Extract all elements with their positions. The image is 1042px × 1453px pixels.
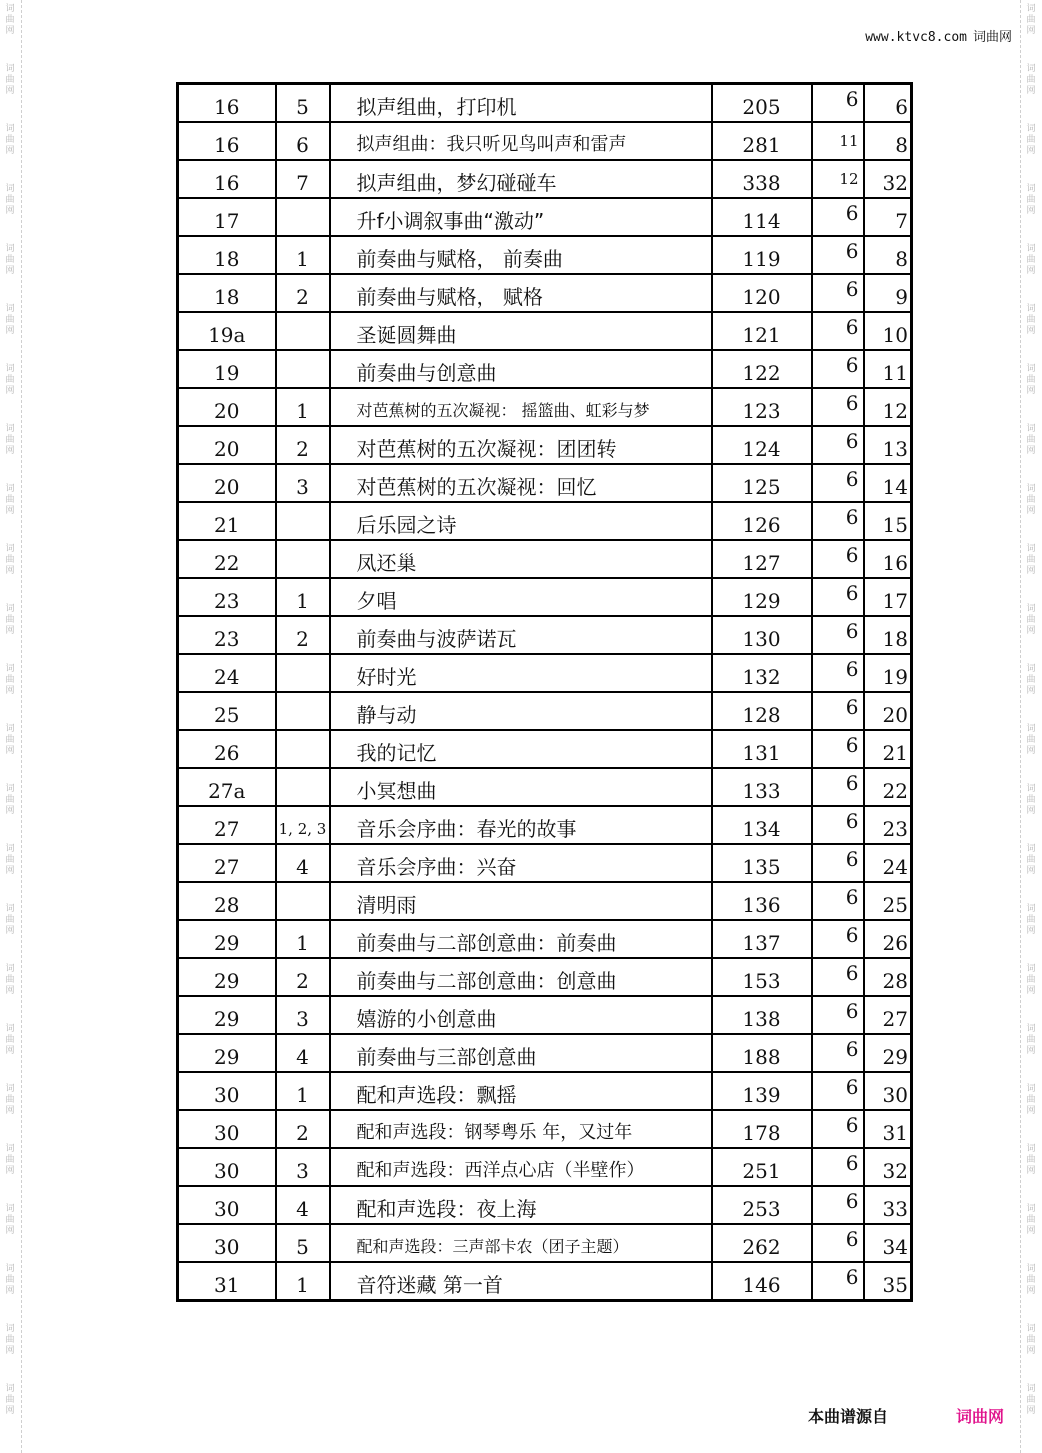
page-count: 6	[812, 768, 864, 806]
watermark-text: 词曲网	[1026, 1144, 1036, 1176]
page-count: 6	[812, 1110, 864, 1148]
movement-number: 2	[276, 274, 330, 312]
opus-number: 29	[178, 1034, 276, 1072]
opus-number: 27	[178, 806, 276, 844]
piece-title: 凤还巢	[330, 540, 712, 578]
table-row	[178, 274, 912, 312]
page-count: 6	[812, 844, 864, 882]
movement-number: 1	[276, 578, 330, 616]
catalog-number: 125	[712, 464, 812, 502]
page-count: 6	[812, 996, 864, 1034]
index-number: 32	[864, 160, 912, 198]
opus-number: 30	[178, 1148, 276, 1186]
watermark-text: 词曲网	[5, 1264, 15, 1296]
watermark-text: 词曲网	[1026, 184, 1036, 216]
index-number: 19	[864, 654, 912, 692]
watermark-text: 词曲网	[5, 4, 15, 36]
page-count: 6	[812, 236, 864, 274]
movement-number: 1	[276, 1072, 330, 1110]
watermark-text: 词曲网	[5, 484, 15, 516]
watermark-text: 词曲网	[1026, 844, 1036, 876]
page-count: 6	[812, 958, 864, 996]
movement-number: 2	[276, 616, 330, 654]
index-number: 22	[864, 768, 912, 806]
index-number: 11	[864, 350, 912, 388]
table-row	[178, 1262, 912, 1301]
opus-number: 16	[178, 84, 276, 123]
piece-title: 对芭蕉树的五次凝视：回忆	[330, 464, 712, 502]
watermark-text: 词曲网	[1026, 1204, 1036, 1236]
catalog-number: 138	[712, 996, 812, 1034]
catalog-number: 114	[712, 198, 812, 236]
watermark-text: 词曲网	[1026, 4, 1036, 36]
catalog-number: 135	[712, 844, 812, 882]
index-number: 32	[864, 1148, 912, 1186]
movement-number: 1	[276, 236, 330, 274]
movement-number: 1	[276, 388, 330, 426]
movement-number: 1	[276, 1262, 330, 1301]
source-label: 本曲谱源自	[808, 1407, 889, 1426]
index-number: 6	[864, 84, 912, 123]
page-count: 6	[812, 1262, 864, 1301]
piece-title: 前奏曲与赋格， 前奏曲	[330, 236, 712, 274]
watermark-text: 词曲网	[5, 724, 15, 756]
table-row	[178, 996, 912, 1034]
movement-number	[276, 198, 330, 236]
watermark-text: 词曲网	[5, 604, 15, 636]
movement-number: 2	[276, 426, 330, 464]
index-number: 27	[864, 996, 912, 1034]
index-number: 26	[864, 920, 912, 958]
catalog-number: 122	[712, 350, 812, 388]
index-number: 7	[864, 198, 912, 236]
brand-link[interactable]: 词曲网	[956, 1407, 1005, 1426]
watermark-text: 词曲网	[5, 1204, 15, 1236]
movement-number: 3	[276, 996, 330, 1034]
opus-number: 26	[178, 730, 276, 768]
watermark-text: 词曲网	[1026, 724, 1036, 756]
index-number: 16	[864, 540, 912, 578]
page-count: 6	[812, 388, 864, 426]
catalog-number: 132	[712, 654, 812, 692]
page-count: 6	[812, 312, 864, 350]
movement-number	[276, 540, 330, 578]
page-count: 6	[812, 654, 864, 692]
page-count: 6	[812, 882, 864, 920]
page-count: 6	[812, 198, 864, 236]
table-row	[178, 160, 912, 198]
watermark-text: 词曲网	[5, 1024, 15, 1056]
catalog-number: 262	[712, 1224, 812, 1262]
watermark-text: 词曲网	[1026, 1264, 1036, 1296]
watermark-text: 词曲网	[5, 1384, 15, 1416]
table-row	[178, 1072, 912, 1110]
table-row	[178, 616, 912, 654]
watermark-text: 词曲网	[1026, 784, 1036, 816]
index-number: 9	[864, 274, 912, 312]
watermark-text: 词曲网	[5, 124, 15, 156]
movement-number	[276, 882, 330, 920]
watermark-text: 词曲网	[1026, 1024, 1036, 1056]
watermark-text: 词曲网	[5, 304, 15, 336]
catalog-number: 281	[712, 122, 812, 160]
watermark-text: 词曲网	[5, 1084, 15, 1116]
index-number: 34	[864, 1224, 912, 1262]
table-row	[178, 502, 912, 540]
table-row	[178, 1224, 912, 1262]
catalog-number: 338	[712, 160, 812, 198]
site-url[interactable]: www.ktvc8.com	[865, 30, 967, 45]
watermark-text: 词曲网	[1026, 1324, 1036, 1356]
index-number: 10	[864, 312, 912, 350]
page-count: 6	[812, 1034, 864, 1072]
index-number: 21	[864, 730, 912, 768]
index-number: 24	[864, 844, 912, 882]
opus-number: 22	[178, 540, 276, 578]
watermark-text: 词曲网	[5, 904, 15, 936]
catalog-number: 127	[712, 540, 812, 578]
movement-number	[276, 768, 330, 806]
movement-number	[276, 692, 330, 730]
piece-title: 音符迷藏 第一首	[330, 1262, 712, 1301]
opus-number: 30	[178, 1072, 276, 1110]
catalog-number: 124	[712, 426, 812, 464]
watermark-text: 词曲网	[5, 244, 15, 276]
page-count: 6	[812, 616, 864, 654]
table-row	[178, 578, 912, 616]
catalog-number: 253	[712, 1186, 812, 1224]
catalog-number: 120	[712, 274, 812, 312]
page-count: 6	[812, 692, 864, 730]
opus-number: 30	[178, 1186, 276, 1224]
index-number: 31	[864, 1110, 912, 1148]
watermark-text: 词曲网	[1026, 904, 1036, 936]
piece-title: 前奏曲与创意曲	[330, 350, 712, 388]
watermark-text: 词曲网	[1026, 1384, 1036, 1416]
opus-number: 19a	[178, 312, 276, 350]
opus-number: 27	[178, 844, 276, 882]
page-count: 6	[812, 84, 864, 123]
piece-title: 拟声组曲，梦幻碰碰车	[330, 160, 712, 198]
index-number: 8	[864, 122, 912, 160]
piece-title: 配和声选段：钢琴粤乐 年，又过年	[330, 1110, 712, 1148]
piece-title: 配和声选段：飘摇	[330, 1072, 712, 1110]
index-number: 14	[864, 464, 912, 502]
opus-number: 30	[178, 1224, 276, 1262]
index-number: 8	[864, 236, 912, 274]
watermark-text: 词曲网	[1026, 304, 1036, 336]
site-header	[865, 26, 1012, 45]
piece-title: 嬉游的小创意曲	[330, 996, 712, 1034]
watermark-text: 词曲网	[5, 64, 15, 96]
opus-number: 29	[178, 996, 276, 1034]
catalog-number: 146	[712, 1262, 812, 1301]
table-row	[178, 464, 912, 502]
opus-number: 18	[178, 274, 276, 312]
movement-number	[276, 730, 330, 768]
piece-title: 对芭蕉树的五次凝视：团团转	[330, 426, 712, 464]
piece-title: 对芭蕉树的五次凝视： 摇篮曲、虹彩与梦	[330, 388, 712, 426]
page-count: 12	[812, 160, 864, 198]
opus-number: 24	[178, 654, 276, 692]
movement-number: 2	[276, 1110, 330, 1148]
opus-number: 23	[178, 616, 276, 654]
catalog-number: 128	[712, 692, 812, 730]
table-row	[178, 388, 912, 426]
movement-number: 4	[276, 844, 330, 882]
index-number: 12	[864, 388, 912, 426]
table-row	[178, 958, 912, 996]
table-row	[178, 768, 912, 806]
opus-number: 29	[178, 920, 276, 958]
page-count: 6	[812, 1186, 864, 1224]
opus-number: 27a	[178, 768, 276, 806]
movement-number: 4	[276, 1034, 330, 1072]
index-number: 35	[864, 1262, 912, 1301]
watermark-text: 词曲网	[5, 1144, 15, 1176]
opus-number: 16	[178, 160, 276, 198]
index-number: 33	[864, 1186, 912, 1224]
page-count: 6	[812, 540, 864, 578]
table-row	[178, 540, 912, 578]
watermark-text: 词曲网	[5, 364, 15, 396]
page-count: 6	[812, 502, 864, 540]
catalog-number: 188	[712, 1034, 812, 1072]
index-number: 29	[864, 1034, 912, 1072]
catalog-number: 136	[712, 882, 812, 920]
piece-title: 圣诞圆舞曲	[330, 312, 712, 350]
page-count: 6	[812, 920, 864, 958]
watermark-text: 词曲网	[1026, 124, 1036, 156]
piece-title: 配和声选段：夜上海	[330, 1186, 712, 1224]
piece-title: 前奏曲与赋格， 赋格	[330, 274, 712, 312]
opus-number: 20	[178, 388, 276, 426]
index-number: 17	[864, 578, 912, 616]
catalog-number: 123	[712, 388, 812, 426]
catalog-number: 134	[712, 806, 812, 844]
piece-title: 前奏曲与三部创意曲	[330, 1034, 712, 1072]
movement-number: 5	[276, 84, 330, 123]
watermark-text: 词曲网	[1026, 1084, 1036, 1116]
piece-title: 音乐会序曲：兴奋	[330, 844, 712, 882]
watermark-text: 词曲网	[1026, 964, 1036, 996]
movement-number: 5	[276, 1224, 330, 1262]
watermark-text: 词曲网	[1026, 244, 1036, 276]
piece-title: 清明雨	[330, 882, 712, 920]
table-row	[178, 426, 912, 464]
piece-title: 音乐会序曲：春光的故事	[330, 806, 712, 844]
page-count: 6	[812, 1072, 864, 1110]
table-row	[178, 1110, 912, 1148]
catalog-number: 131	[712, 730, 812, 768]
watermark-text: 词曲网	[5, 784, 15, 816]
opus-number: 28	[178, 882, 276, 920]
table-row	[178, 312, 912, 350]
catalog-number: 126	[712, 502, 812, 540]
index-number: 15	[864, 502, 912, 540]
right-watermark-strip	[1020, 0, 1042, 1453]
piece-title: 拟声组曲：我只听见鸟叫声和雷声	[330, 122, 712, 160]
movement-number	[276, 350, 330, 388]
piece-title: 静与动	[330, 692, 712, 730]
page-count: 6	[812, 350, 864, 388]
index-number: 30	[864, 1072, 912, 1110]
movement-number: 3	[276, 1148, 330, 1186]
index-number: 23	[864, 806, 912, 844]
watermark-text: 词曲网	[5, 424, 15, 456]
opus-number: 23	[178, 578, 276, 616]
watermark-text: 词曲网	[1026, 604, 1036, 636]
index-number: 25	[864, 882, 912, 920]
table-row	[178, 920, 912, 958]
movement-number	[276, 654, 330, 692]
watermark-text: 词曲网	[5, 1324, 15, 1356]
piece-index-table	[176, 82, 913, 1302]
table-row	[178, 350, 912, 388]
catalog-number: 153	[712, 958, 812, 996]
piece-title: 前奏曲与二部创意曲：创意曲	[330, 958, 712, 996]
page-count: 6	[812, 1224, 864, 1262]
piece-title: 后乐园之诗	[330, 502, 712, 540]
piece-title: 好时光	[330, 654, 712, 692]
table-row	[178, 806, 912, 844]
table-row	[178, 1186, 912, 1224]
opus-number: 18	[178, 236, 276, 274]
catalog-number: 205	[712, 84, 812, 123]
movement-number: 1	[276, 920, 330, 958]
watermark-text: 词曲网	[1026, 544, 1036, 576]
table-row	[178, 692, 912, 730]
table-row	[178, 84, 912, 123]
watermark-text: 词曲网	[5, 544, 15, 576]
catalog-number: 251	[712, 1148, 812, 1186]
table-row	[178, 730, 912, 768]
site-name: 词曲网	[972, 30, 1012, 45]
movement-number: 2	[276, 958, 330, 996]
table-row	[178, 882, 912, 920]
watermark-text: 词曲网	[1026, 364, 1036, 396]
piece-title: 前奏曲与二部创意曲：前奏曲	[330, 920, 712, 958]
page-count: 6	[812, 274, 864, 312]
watermark-text: 词曲网	[5, 184, 15, 216]
watermark-text: 词曲网	[1026, 424, 1036, 456]
opus-number: 29	[178, 958, 276, 996]
piece-title: 配和声选段：西洋点心店（半壁作）	[330, 1148, 712, 1186]
movement-number: 6	[276, 122, 330, 160]
catalog-number: 129	[712, 578, 812, 616]
table-row	[178, 122, 912, 160]
catalog-number: 119	[712, 236, 812, 274]
page-count: 6	[812, 464, 864, 502]
catalog-number: 133	[712, 768, 812, 806]
catalog-number: 121	[712, 312, 812, 350]
opus-number: 16	[178, 122, 276, 160]
table-row	[178, 1034, 912, 1072]
catalog-number: 139	[712, 1072, 812, 1110]
piece-title: 夕唱	[330, 578, 712, 616]
piece-title: 拟声组曲，打印机	[330, 84, 712, 123]
movement-number: 4	[276, 1186, 330, 1224]
table-row	[178, 236, 912, 274]
piece-title: 配和声选段：三声部卡农（团子主题）	[330, 1224, 712, 1262]
movement-number	[276, 502, 330, 540]
opus-number: 20	[178, 426, 276, 464]
opus-number: 20	[178, 464, 276, 502]
table-row	[178, 844, 912, 882]
opus-number: 30	[178, 1110, 276, 1148]
table-row	[178, 1148, 912, 1186]
watermark-text: 词曲网	[1026, 64, 1036, 96]
table-row	[178, 198, 912, 236]
watermark-text: 词曲网	[5, 964, 15, 996]
movement-number: 1, 2, 3	[276, 806, 330, 844]
opus-number: 17	[178, 198, 276, 236]
table-row	[178, 654, 912, 692]
page-count: 11	[812, 122, 864, 160]
page-count: 6	[812, 426, 864, 464]
piece-title: 小冥想曲	[330, 768, 712, 806]
watermark-text: 词曲网	[1026, 484, 1036, 516]
watermark-text: 词曲网	[5, 664, 15, 696]
opus-number: 31	[178, 1262, 276, 1301]
piece-title: 我的记忆	[330, 730, 712, 768]
piece-title: 前奏曲与波萨诺瓦	[330, 616, 712, 654]
index-number: 18	[864, 616, 912, 654]
opus-number: 21	[178, 502, 276, 540]
movement-number	[276, 312, 330, 350]
movement-number: 7	[276, 160, 330, 198]
opus-number: 19	[178, 350, 276, 388]
opus-number: 25	[178, 692, 276, 730]
index-number: 20	[864, 692, 912, 730]
page-count: 6	[812, 1148, 864, 1186]
index-number: 28	[864, 958, 912, 996]
piece-title: 升f小调叙事曲“激动”	[330, 198, 712, 236]
left-watermark-strip	[0, 0, 22, 1453]
page-count: 6	[812, 578, 864, 616]
page-count: 6	[812, 806, 864, 844]
index-number: 13	[864, 426, 912, 464]
catalog-number: 137	[712, 920, 812, 958]
page-count: 6	[812, 730, 864, 768]
movement-number: 3	[276, 464, 330, 502]
catalog-number: 178	[712, 1110, 812, 1148]
watermark-text: 词曲网	[1026, 664, 1036, 696]
catalog-number: 130	[712, 616, 812, 654]
watermark-text: 词曲网	[5, 844, 15, 876]
